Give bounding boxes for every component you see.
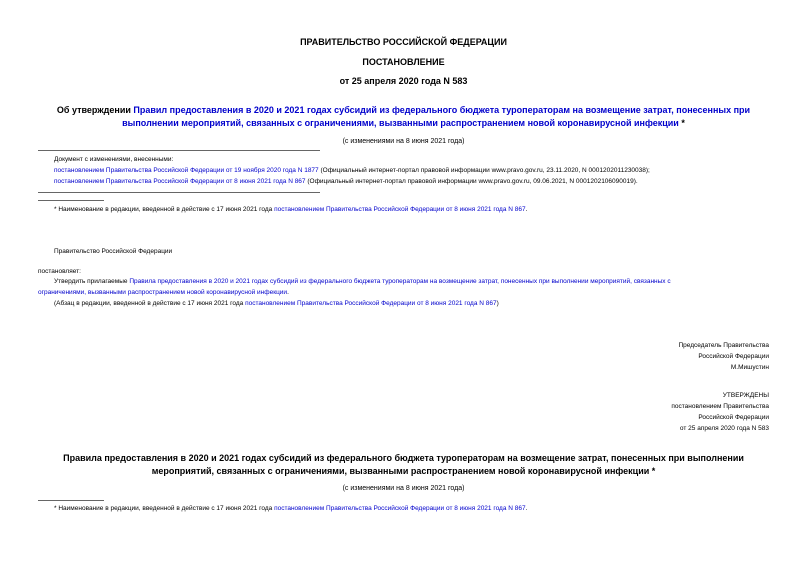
paragraph-edition-note: (Абзац в редакции, введенной в действие с 17 июня 2021 года постановлением Правительства Российской Федерации от 8 июня 2021 года N 867) — [54, 300, 499, 307]
decides-label: постановляет: — [38, 268, 81, 275]
approved-country: Российской Федерации — [698, 414, 769, 421]
document-date-number: от 25 апреля 2020 года N 583 — [339, 76, 468, 86]
government-header: ПРАВИТЕЛЬСТВО РОССИЙСКОЙ ФЕДЕРАЦИИ — [300, 37, 507, 47]
signature-country: Российской Федерации — [698, 353, 769, 360]
approved-label: УТВЕРЖДЕНЫ — [722, 392, 769, 399]
footnote-link[interactable]: постановлением Правительства Российской Федерации от 8 июня 2021 года N 867 — [274, 505, 526, 512]
document-type: ПОСТАНОВЛЕНИЕ — [362, 57, 445, 67]
signature-name: М.Мишустин — [730, 364, 769, 371]
amendment-text: (Официальный интернет-портал правовой информации www.pravo.gov.ru, 09.06.2021, N 0001202106090019). — [305, 178, 638, 185]
rules-link-continued[interactable]: ограничениями, вызванными распространением новой коронавирусной инфекции — [38, 289, 288, 296]
amendment-item — [54, 176, 794, 187]
footnote-text: * Наименование в редакции, введенной в действие с 17 июня 2021 года — [54, 206, 275, 213]
signature-block — [678, 340, 769, 373]
title-link[interactable]: Правил предоставления в 2020 и 2021 годах субсидий из федерального бюджета туроператорам на возмещение затрат, понесенных при — [133, 105, 751, 115]
amendments-block — [54, 154, 794, 187]
approved-date: от 25 апреля 2020 года N 583 — [679, 425, 769, 432]
footnote-link[interactable]: постановлением Правительства Российской Федерации от 8 июня 2021 года N 867 — [274, 206, 526, 213]
rules-changes-note: (с изменениями на 8 июня 2021 года) — [342, 485, 465, 492]
amendments-intro: Документ с изменениями, внесенными: — [54, 156, 174, 163]
divider — [38, 150, 320, 151]
government-name: Правительство Российской Федерации — [54, 248, 173, 255]
rules-title: Правила предоставления в 2020 и 2021 годах субсидий из федерального бюджета туроператорам на возмещение затрат, понесенных при выполнении мероприятий, связанных с ограничениями, вызванными распространением новой коронавирусной инфекции * — [63, 453, 744, 476]
footnote: * Наименование в редакции, введенной в действие с 17 июня 2021 года постановлением Правительства Российской Федерации от 8 июня 2021 года N 867. — [54, 505, 528, 512]
note-text: (Абзац в редакции, введенной в действие с 17 июня 2021 года — [54, 300, 246, 307]
footnote-divider — [38, 200, 104, 201]
signature-position: Председатель Правительства — [678, 342, 769, 349]
approve-paragraph: Утвердить прилагаемые Правила предоставления в 2020 и 2021 годах субсидий из федерального бюджета туроператорам на возмещение затрат, понесенных при выполнении мероприятий, связанных с ограничениями, вызванными распространением новой коронавирусной инфекции. — [38, 278, 671, 296]
amendment-link[interactable]: постановлением Правительства Российской Федерации от 19 ноября 2020 года N 1877 — [54, 167, 319, 174]
footnote-text: * Наименование в редакции, введенной в действие с 17 июня 2021 года — [54, 505, 275, 512]
rules-link[interactable]: Правила предоставления в 2020 и 2021 годах субсидий из федерального бюджета туроператорам на возмещение затрат, понесенных при выполнении мероприятий, связанных с — [129, 278, 671, 285]
note-link[interactable]: постановлением Правительства Российской Федерации от 8 июня 2021 года N 867 — [245, 300, 497, 307]
divider — [38, 192, 320, 193]
amendment-item — [54, 165, 794, 176]
title-prefix: Об утверждении — [56, 105, 134, 115]
title-asterisk: * — [678, 118, 685, 128]
title-link-continued[interactable]: выполнении мероприятий, связанных с ограничениями, вызванными распространением новой коронавирусной инфекции — [122, 118, 679, 128]
footnote: * Наименование в редакции, введенной в действие с 17 июня 2021 года постановлением Правительства Российской Федерации от 8 июня 2021 года N 867. — [54, 206, 528, 213]
approved-block — [671, 390, 769, 434]
amendment-link[interactable]: постановлением Правительства Российской Федерации от 8 июня 2021 года N 867 — [54, 178, 306, 185]
document-title — [0, 104, 807, 130]
approve-prefix: Утвердить прилагаемые — [54, 278, 130, 285]
amendment-text: (Официальный интернет-портал правовой информации www.pravo.gov.ru, 23.11.2020, N 0001202011230038); — [318, 167, 650, 174]
footnote-divider — [38, 500, 104, 501]
title-changes-note: (с изменениями на 8 июня 2021 года) — [342, 138, 465, 145]
approved-by: постановлением Правительства — [671, 403, 769, 410]
